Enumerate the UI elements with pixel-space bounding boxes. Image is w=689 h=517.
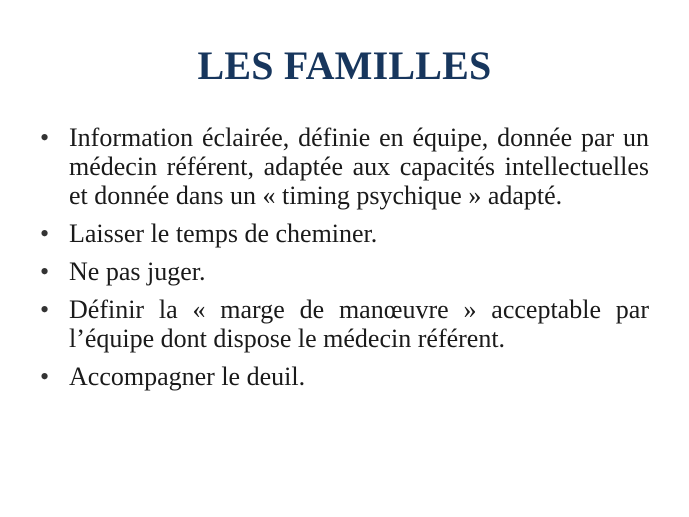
bullet-text: Information éclairée, définie en équipe, donnée par un médecin référent, adaptée aux capacités intellectuelles et donnée dans un « timing psychique » adapté. xyxy=(69,123,649,210)
bullet-item xyxy=(38,362,649,391)
bullet-text: Définir la « marge de manœuvre » acceptable par l’équipe dont dispose le médecin référent. xyxy=(69,295,649,353)
bullet-list xyxy=(38,123,649,400)
slide-title: LES FAMILLES xyxy=(197,43,492,88)
bullet-point-icon: • xyxy=(40,362,50,391)
bullet-text: Laisser le temps de cheminer. xyxy=(69,219,378,248)
bullet-point-icon: • xyxy=(40,295,50,324)
bullet-text: Accompagner le deuil. xyxy=(69,362,306,391)
bullet-item xyxy=(38,123,649,210)
bullet-point-icon: • xyxy=(40,257,50,286)
bullet-text: Ne pas juger. xyxy=(69,257,206,286)
bullet-item xyxy=(38,257,649,286)
bullet-point-icon: • xyxy=(40,219,50,248)
bullet-point-icon: • xyxy=(40,123,50,152)
bullet-item xyxy=(38,219,649,248)
bullet-item xyxy=(38,295,649,353)
